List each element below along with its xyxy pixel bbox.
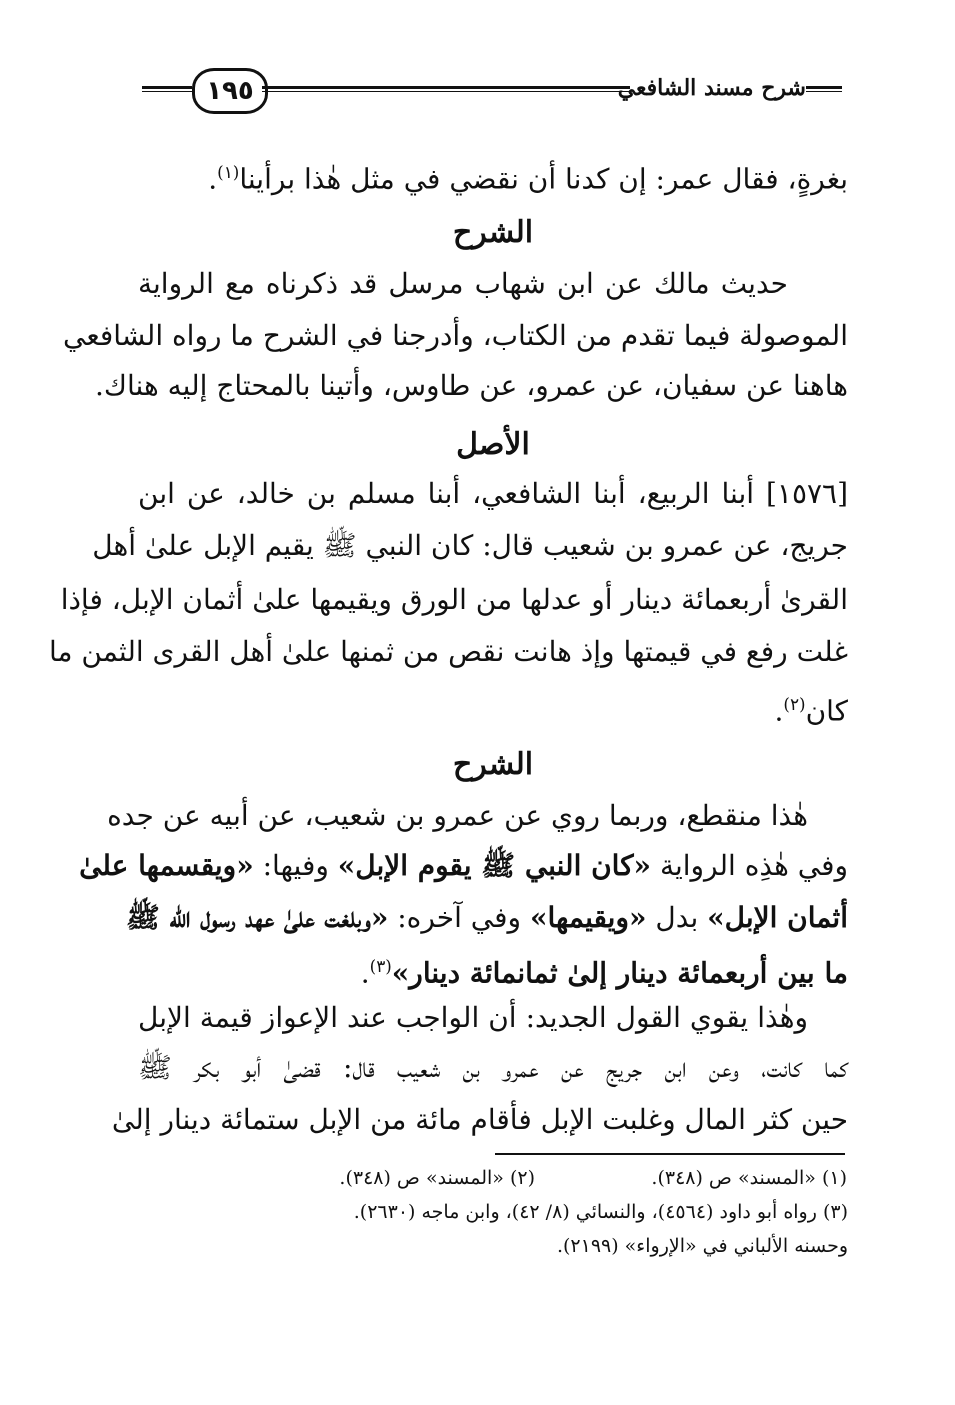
quote-bold: ما بين أربعمائة دينار إلىٰ ثمانمائة دينار»: [391, 956, 848, 990]
footnote-separator: [495, 1153, 845, 1155]
quote-bold: أثمان الإبل»: [707, 901, 848, 934]
text-line: وهٰذا يقوي القول الجديد: أن الواجب عند الإعواز قيمة الإبل: [138, 1001, 808, 1034]
text-line: القرىٰ أربعمائة دينار أو عدلها من الورق ويقيمها علىٰ أثمان الإبل، فإذا: [60, 583, 848, 616]
text-line: وفي هٰذِه الرواية «كان النبي ﷺ يقوم الإبل» وفيها: «ويقسمها علىٰ: [79, 849, 848, 882]
section-heading-asl: الأصل: [456, 427, 530, 462]
text-line: هٰذا منقطع، وربما روي عن عمرو بن شعيب، عن أبيه عن جده: [107, 799, 808, 832]
footnote-ref: (٢): [783, 694, 806, 714]
text-line: جريج، عن عمرو بن شعيب قال: كان النبي ﷺ يقيم الإبل علىٰ أهل: [92, 529, 848, 562]
section-heading-sharh: الشرح: [452, 215, 534, 250]
text-line: بغرةٍ، فقال عمر: إن كدنا أن نقضي في مثل هٰذا برأينا$^{(١)}$.: [208, 162, 848, 196]
quote-bold: «ويقيمها»: [529, 901, 647, 934]
running-title: شرح مسند الشافعي: [617, 75, 806, 101]
text-line: حين كثر المال وغلبت الإبل فأقام مائة من الإبل ستمائة دينار إلىٰ: [111, 1103, 848, 1136]
text-line: هاهنا عن سفيان، عن عمرو، عن طاوس، وأتينا بالمحتاج إليه هناك.: [95, 369, 848, 402]
text-line: حديث مالك عن ابن شهاب مرسل قد ذكرناه مع الرواية: [138, 267, 788, 300]
footnote-1: (١) «المسند» ص (٣٤٨).: [651, 1167, 847, 1189]
footnote-2: (٢) «المسند» ص (٣٤٨).: [339, 1167, 535, 1189]
quote-bold: «كان النبي ﷺ يقوم الإبل»: [337, 849, 652, 882]
header-rule-middle: [262, 86, 630, 92]
page-header: [130, 62, 850, 118]
text-line: كان$^{(٢)}$.: [774, 694, 848, 728]
text-line: غلت رفع في قيمتها وإذ هانت نقص من ثمنها علىٰ أهل القرى الثمن ما: [48, 635, 848, 668]
page-number: ١٩٥: [192, 68, 268, 114]
text-line: أثمان الإبل» بدل «ويقيمها» وفي آخره: «وبلغت علىٰ عهد رسول الله ﷺ: [125, 901, 848, 934]
footnote-3: (٣) رواه أبو داود (٤٥٦٤)، والنسائي (٨/ ٤٢)، وابن ماجه (٢٦٣٠).: [353, 1201, 848, 1223]
quote-bold: «ويقسمها علىٰ: [79, 849, 254, 882]
header-rule-left: [142, 86, 192, 92]
quote-bold: «وبلغت علىٰ عهد رسول الله ﷺ: [125, 901, 389, 934]
section-heading-sharh-2: الشرح: [452, 747, 534, 782]
footnote-ref: (١): [217, 162, 240, 182]
header-rule-right: [806, 86, 842, 92]
footnote-3-continued: وحسنه الألباني في «الإرواء» (٢١٩٩).: [556, 1235, 848, 1257]
text-line: ما بين أربعمائة دينار إلىٰ ثمانمائة دينار»$^{(٣)}$.: [360, 956, 848, 990]
text-line: [١٥٧٦] أبنا الربيع، أبنا الشافعي، أبنا مسلم بن خالد، عن ابن: [138, 477, 848, 510]
footnote-ref: (٣): [369, 956, 392, 976]
text-line: كما كانت، وعن ابن جريج عن عمرو بن شعيب قال: قضىٰ أبو بكر ﷺ: [138, 1051, 848, 1084]
text-line: الموصولة فيما تقدم من الكتاب، وأدرجنا في الشرح ما رواه الشافعي: [63, 319, 848, 352]
